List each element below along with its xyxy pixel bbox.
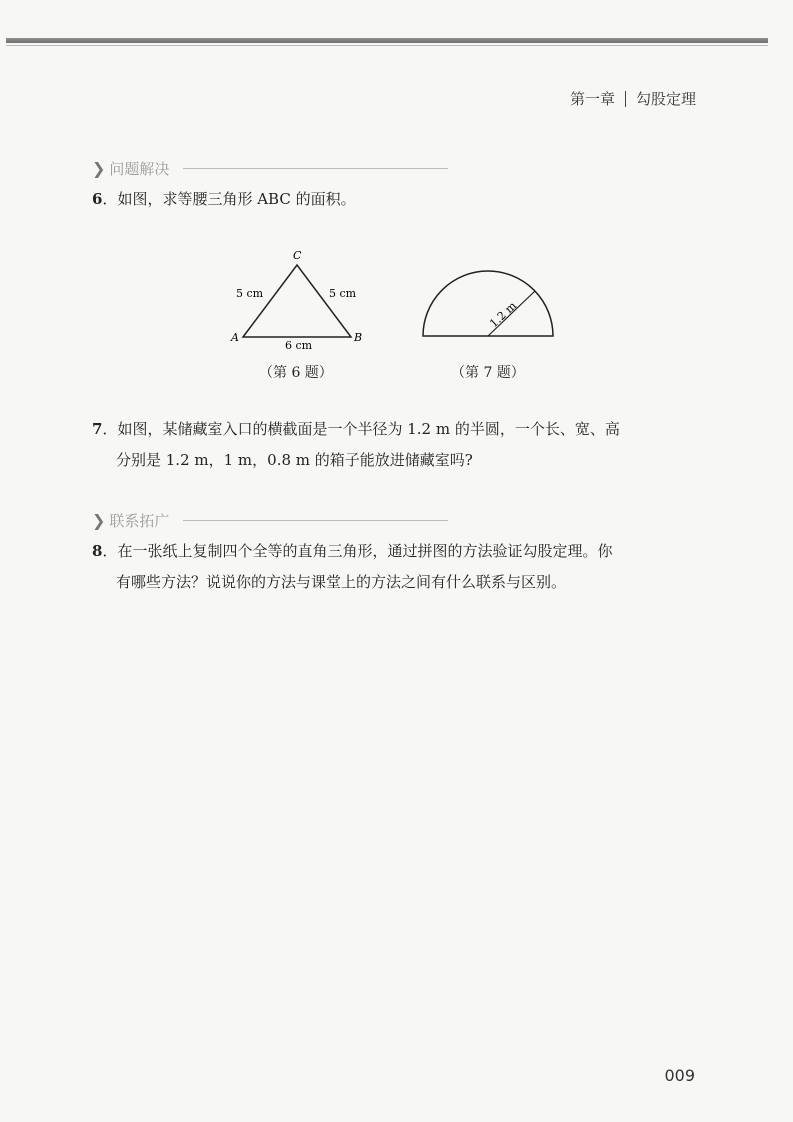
figure-6-caption: （第 6 题） — [259, 365, 333, 381]
header-separator — [625, 91, 626, 107]
radius-label: 1.2 m — [487, 299, 520, 331]
problem-number: 7 — [92, 420, 103, 438]
section-title: 联系拓广 — [109, 512, 170, 530]
vertex-a-label: A — [231, 331, 239, 344]
chevron-right-icon: ❯ — [92, 159, 106, 178]
problem-text-line1: ．如图，某储藏室入口的横截面是一个半径为 1.2 m 的半圆，一个长、宽、高 — [102, 420, 620, 438]
section-title: 问题解决 — [109, 160, 170, 178]
section-problem-solving — [92, 158, 448, 179]
triangle-shape — [243, 265, 351, 337]
figure-7-caption: （第 7 题） — [451, 365, 525, 381]
vertex-b-label: B — [354, 331, 363, 344]
left-side-label: 5 cm — [236, 287, 264, 300]
section-divider — [183, 520, 448, 521]
problem-text-line2: 分别是 1.2 m，1 m，0.8 m 的箱子能放进储藏室吗? — [116, 451, 473, 469]
problem-6 — [92, 184, 356, 215]
problem-8 — [92, 536, 702, 598]
top-rule-thin — [6, 45, 768, 46]
problem-text: ．如图，求等腰三角形 ABC 的面积。 — [102, 190, 356, 208]
problem-number: 6 — [92, 190, 103, 208]
semicircle-figure — [418, 270, 558, 342]
base-label: 6 cm — [285, 339, 313, 352]
chapter-label: 第一章 — [569, 90, 615, 108]
top-rule — [6, 38, 768, 43]
section-extension — [92, 510, 448, 531]
problem-number: 8 — [92, 542, 103, 560]
page-number: 009 — [664, 1066, 695, 1085]
chevron-right-icon: ❯ — [92, 511, 106, 530]
problem-text-line2: 有哪些方法？说说你的方法与课堂上的方法之间有什么联系与区别。 — [116, 573, 567, 591]
right-side-label: 5 cm — [329, 287, 357, 300]
chapter-topic: 勾股定理 — [635, 90, 696, 108]
semicircle-shape — [423, 271, 553, 336]
chapter-header — [570, 88, 696, 109]
problem-7 — [92, 414, 702, 476]
triangle-figure — [225, 245, 365, 355]
section-divider — [183, 168, 448, 169]
problem-text-line1: ．在一张纸上复制四个全等的直角三角形，通过拼图的方法验证勾股定理。你 — [102, 542, 613, 560]
vertex-c-label: C — [293, 249, 302, 262]
